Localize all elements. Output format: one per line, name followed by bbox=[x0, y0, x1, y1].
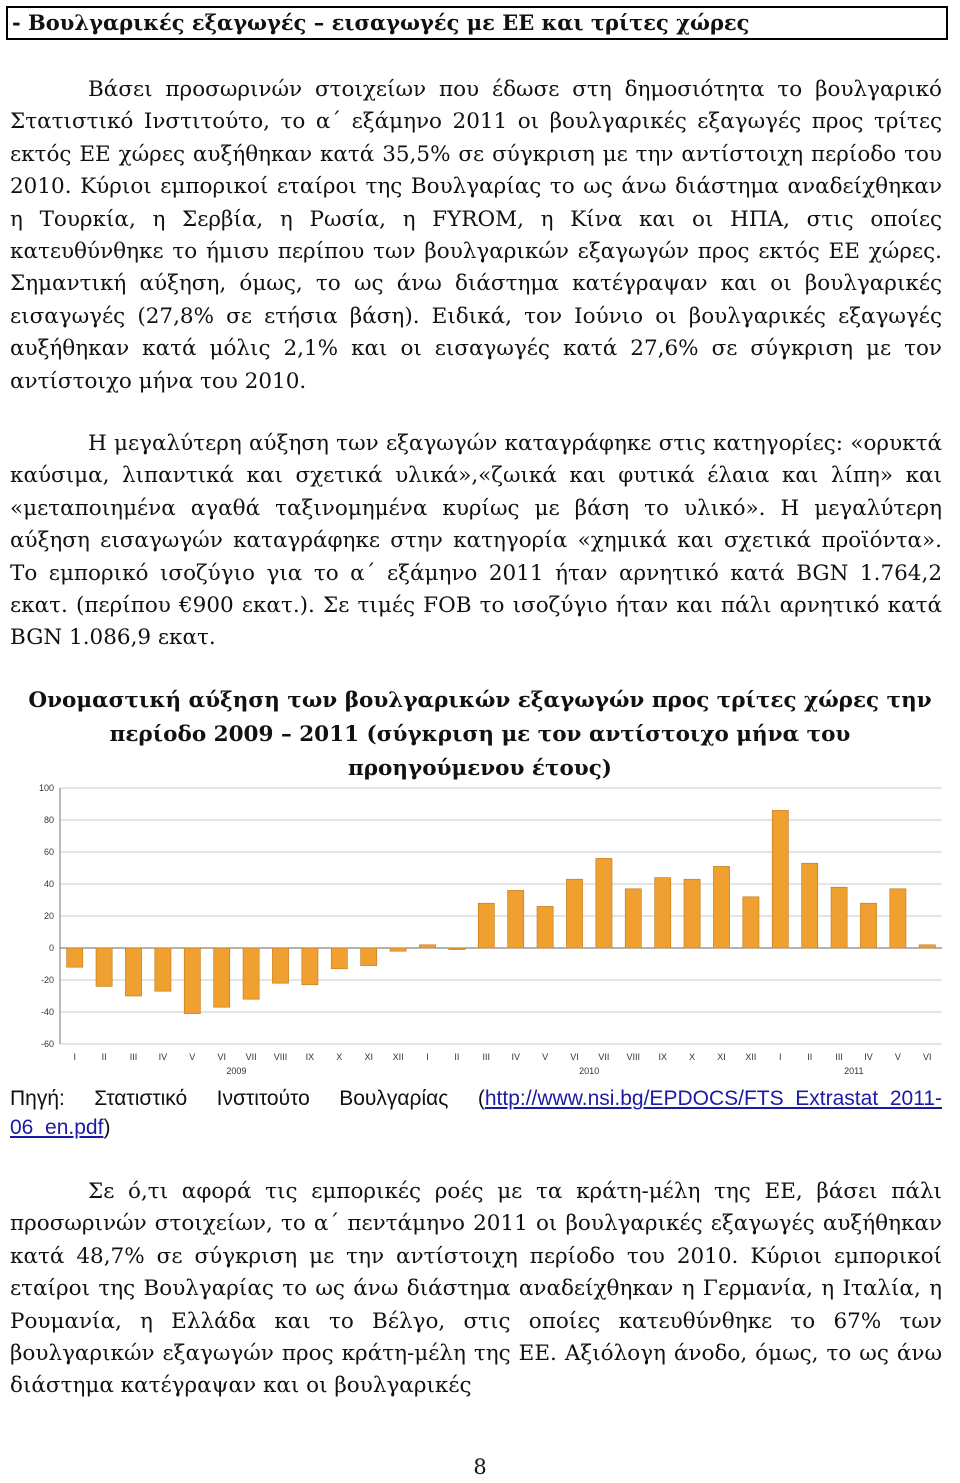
bar bbox=[831, 887, 847, 948]
bar bbox=[537, 906, 553, 948]
paragraph-text: Βάσει προσωρινών στοιχείων που έδωσε στη δημοσιότητα το βουλγαρικό Στατιστικό Ινστιτούτο, το α΄ εξάμηνο 2011 οι βουλγαρικές εξαγωγές προς τρίτες εκτός ΕΕ χώρες αυξήθηκαν κατά 35,5% σε σύγκριση με την αντίστοιχη περίοδο του 2010. Κύριοι εμπορικοί εταίροι της Βουλγαρίας το ως άνω διάστημα αναδείχθηκαν η Τουρκία, η Σερβία, η Ρωσία, η FYROM, η Κίνα και οι ΗΠΑ, στις οποίες κατευθύνθηκε το ήμισυ περίπου των βουλγαρικών εξαγωγών προς εκτός ΕΕ χώρες. Σημαντική αύξηση, όμως, το ως άνω διάστημα κατέγραψαν και οι βουλγαρικές εισαγωγές (27,8% σε ετήσια βάση). Ειδικά, τον Ιούνιο οι βουλγαρικές εξαγωγές αυξήθηκαν κατά μόλις 2,1% και οι εισαγωγές κατά 27,6% σε σύγκριση με τον αντίστοιχο μήνα του 2010. bbox=[10, 77, 942, 394]
bar bbox=[566, 879, 582, 948]
bar bbox=[419, 945, 435, 948]
x-tick-label: VIII bbox=[626, 1052, 641, 1062]
bar bbox=[331, 948, 347, 969]
x-tick-label: X bbox=[336, 1052, 343, 1062]
x-tick-label: XI bbox=[364, 1052, 373, 1062]
x-tick-label: II bbox=[454, 1052, 460, 1062]
paragraph-text: Η μεγαλύτερη αύξηση των εξαγωγών καταγράφηκε στις κατηγορίες: «ορυκτά καύσιμα, λιπαντικά και σχετικά υλικά»,«ζωικά και φυτικά έλαια και λίπη» και «μεταποιημένα αγαθά ταξινομημένα κυρίως με βάση το υλικό». Η μεγαλύτερη αύξηση εισαγωγών καταγράφηκε στην κατηγορία «χημικά και σχετικά προϊόντα». Το εμπορικό ισοζύγιο για το α΄ εξάμηνο 2011 ήταν αρνητικό κατά BGN 1.764,2 εκατ. (περίπου €900 εκατ.). Σε τιμές FOB το ισοζύγιο ήταν και πάλι αρνητικό κατά BGN 1.086,9 εκατ. bbox=[10, 431, 942, 651]
export-growth-chart bbox=[20, 776, 950, 1086]
x-tick-label: VI bbox=[923, 1052, 932, 1062]
bar bbox=[67, 948, 83, 967]
source-prefix: Πηγή: Στατιστικό Ινστιτούτο Βουλγαρίας ( bbox=[10, 1087, 485, 1110]
x-tick-label: I bbox=[779, 1052, 782, 1062]
bar bbox=[243, 948, 259, 999]
page-number: 8 bbox=[473, 1455, 487, 1479]
source-suffix: ) bbox=[103, 1116, 111, 1139]
bar bbox=[684, 879, 700, 948]
x-tick-label: VII bbox=[245, 1052, 257, 1062]
x-tick-label: I bbox=[73, 1052, 76, 1062]
bar bbox=[625, 889, 641, 948]
bar bbox=[390, 948, 406, 951]
x-tick-label: VI bbox=[217, 1052, 226, 1062]
bar bbox=[449, 948, 465, 950]
bar bbox=[655, 878, 671, 948]
x-tick-label: X bbox=[689, 1052, 696, 1062]
x-tick-label: IV bbox=[158, 1052, 168, 1062]
x-tick-label: IX bbox=[658, 1052, 667, 1062]
paragraph-non-eu-trade bbox=[10, 74, 942, 398]
paragraph-eu-trade bbox=[10, 1176, 942, 1403]
bar bbox=[890, 889, 906, 948]
y-tick-label: 80 bbox=[43, 815, 54, 825]
x-tick-label: VII bbox=[598, 1052, 610, 1062]
bar bbox=[802, 863, 818, 948]
x-tick-label: III bbox=[482, 1052, 491, 1062]
x-tick-label: XII bbox=[745, 1052, 757, 1062]
bar bbox=[214, 948, 230, 1007]
source-note bbox=[10, 1084, 942, 1142]
bar bbox=[860, 903, 876, 948]
bar bbox=[919, 945, 935, 948]
y-tick-label: -60 bbox=[40, 1039, 54, 1049]
x-tick-label: III bbox=[129, 1052, 138, 1062]
bar bbox=[743, 897, 759, 948]
bar bbox=[478, 903, 494, 948]
x-tick-label: VIII bbox=[273, 1052, 288, 1062]
x-tick-label: IV bbox=[511, 1052, 520, 1062]
bar bbox=[361, 948, 377, 966]
x-tick-label: VI bbox=[570, 1052, 579, 1062]
paragraph-categories bbox=[10, 428, 942, 655]
chart-title: Ονομαστική αύξηση των βουλγαρικών εξαγωγών προς τρίτες χώρες την περίοδο 2009 – 2011 (σύγκριση με τον αντίστοιχο μήνα του προηγούμενου έτους) bbox=[28, 688, 932, 781]
y-tick-label: 40 bbox=[43, 879, 54, 889]
bar bbox=[508, 890, 524, 948]
bar bbox=[96, 948, 112, 986]
bar bbox=[184, 948, 200, 1014]
y-tick-label: 60 bbox=[43, 847, 54, 857]
x-tick-label: XI bbox=[717, 1052, 726, 1062]
y-tick-label: 20 bbox=[43, 911, 54, 921]
x-tick-label: II bbox=[101, 1052, 107, 1062]
y-tick-label: -20 bbox=[40, 975, 54, 985]
x-tick-label: III bbox=[835, 1052, 843, 1062]
paragraph-text: Σε ό,τι αφορά τις εμπορικές ροές με τα κράτη-μέλη της ΕΕ, βάσει πάλι προσωρινών στοιχείων, το α΄ πεντάμηνο 2011 οι βουλγαρικές εξαγωγές αυξήθηκαν κατά 48,7% σε σύγκριση με την αντίστοιχη περίοδο του 2010. Κύριοι εμπορικοί εταίροι της Βουλγαρίας το ως άνω διάστημα αναδείχθηκαν η Γερμανία, η Ιταλία, η Ρουμανία, η Ελλάδα και το Βέλγο, στις οποίες κατευθύνθηκε το 67% των βουλγαρικών εξαγωγών προς κράτη-μέλη της ΕΕ. Αξιόλογη άνοδο, όμως, το ως άνω διάστημα κατέγραψαν και οι βουλγαρικές bbox=[10, 1179, 942, 1399]
bar bbox=[125, 948, 141, 996]
bar bbox=[155, 948, 171, 991]
y-tick-label: -40 bbox=[40, 1007, 54, 1017]
y-tick-label: 100 bbox=[38, 783, 54, 793]
y-tick-label: 0 bbox=[48, 943, 54, 953]
x-tick-label: V bbox=[189, 1052, 196, 1062]
year-label: 2010 bbox=[579, 1066, 600, 1076]
x-tick-label: V bbox=[542, 1052, 549, 1062]
x-tick-label: XII bbox=[392, 1052, 404, 1062]
section-heading: - Βουλγαρικές εξαγωγές – εισαγωγές με ΕΕ και τρίτες χώρες bbox=[6, 6, 948, 40]
bar bbox=[302, 948, 318, 985]
x-tick-label: V bbox=[894, 1052, 901, 1062]
bar bbox=[596, 858, 612, 948]
x-tick-label: IX bbox=[305, 1052, 315, 1062]
source-link[interactable]: http://www.nsi.bg/EPDOCS/FTS_Extrastat_2011-06_en.pdf bbox=[10, 1087, 942, 1139]
bar bbox=[272, 948, 288, 983]
bar bbox=[713, 866, 729, 948]
year-label: 2009 bbox=[226, 1066, 247, 1076]
x-tick-label: I bbox=[426, 1052, 429, 1062]
x-tick-label: IV bbox=[864, 1052, 873, 1062]
year-label: 2011 bbox=[844, 1066, 864, 1076]
bar bbox=[772, 810, 788, 948]
x-tick-label: II bbox=[807, 1052, 813, 1062]
